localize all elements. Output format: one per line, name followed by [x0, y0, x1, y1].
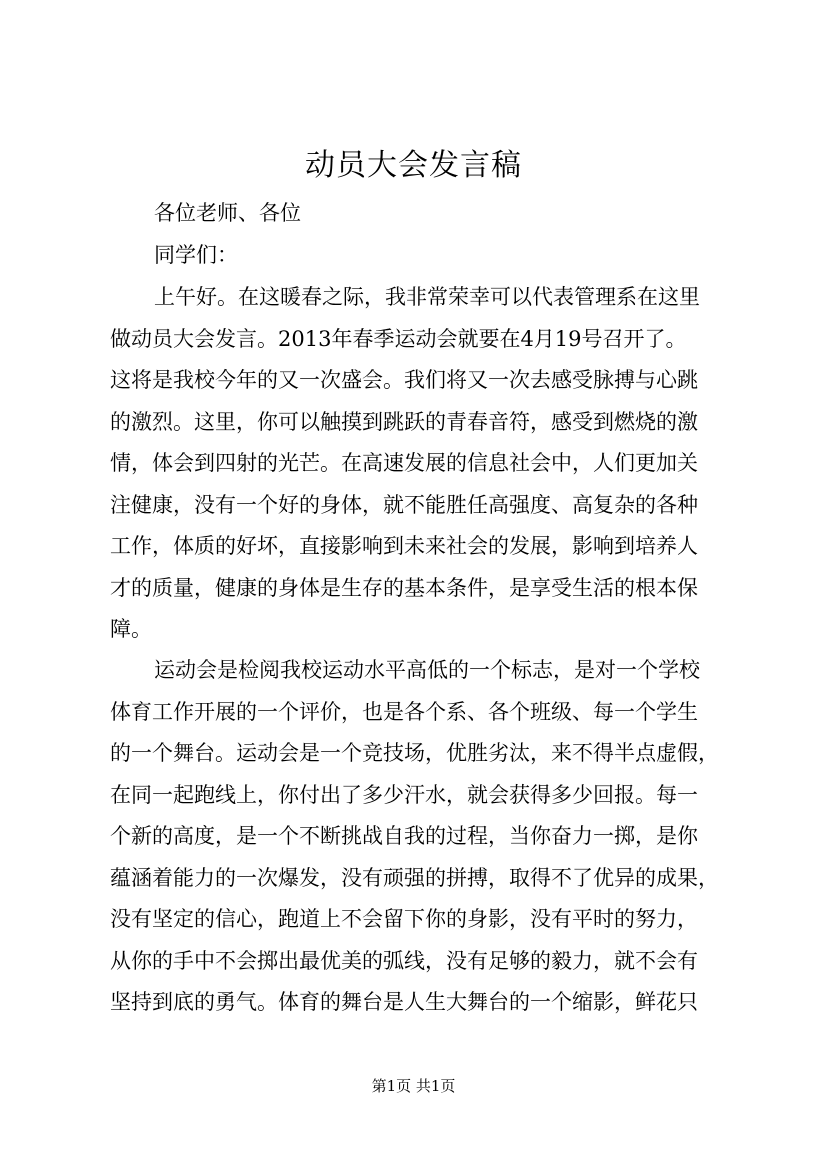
greeting-block: [110, 193, 730, 276]
paragraph-line: 工作，体质的好坏，直接影响到未来社会的发展，影响到培养人: [110, 534, 698, 558]
paragraph-2: [110, 650, 730, 1024]
paragraph-line: 这将是我校今年的又一次盛会。我们将又一次去感受脉搏与心跳: [110, 368, 698, 392]
paragraph-line: 没有坚定的信心，跑道上不会留下你的身影，没有平时的努力，: [110, 907, 698, 931]
paragraph-line: 注健康，没有一个好的身体，就不能胜任高强度、高复杂的各种: [110, 492, 698, 517]
paragraph-1: [110, 277, 730, 651]
paragraph-line: 上午好。在这暖春之际，我非常荣幸可以代表管理系在这里: [154, 285, 700, 309]
paragraph-line: 的激烈。这里，你可以触摸到跳跃的青春音符，感受到燃烧的激: [110, 409, 698, 434]
paragraph-line: 运动会是检阅我校运动水平高低的一个标志，是对一个学校: [154, 658, 700, 682]
paragraph-line: 的一个舞台。运动会是一个竞技场，优胜劣汰，来不得半点虚假，: [110, 741, 719, 765]
paragraph-line: 从你的手中不会掷出最优美的弧线，没有足够的毅力，就不会有: [110, 948, 698, 973]
paragraph-line: 在同一起跑线上，你付出了多少汗水，就会获得多少回报。每一: [110, 782, 698, 807]
greeting-line: 同学们：: [154, 242, 238, 267]
paragraph-line: 情，体会到四射的光芒。在高速发展的信息社会中，人们更加关: [110, 451, 698, 475]
paragraph-line: 才的质量，健康的身体是生存的基本条件，是享受生活的根本保: [110, 575, 698, 600]
document-title: 动员大会发言稿: [305, 148, 522, 183]
paragraph-line: 个新的高度，是一个不断挑战自我的过程，当你奋力一掷，是你: [110, 824, 698, 848]
paragraph-line: 障。: [110, 617, 152, 641]
paragraph-line: 做动员大会发言。2013年春季运动会就要在4月19号召开了。: [110, 326, 687, 351]
page-footer: 第1页 共1页: [371, 1077, 456, 1095]
paragraph-line: 体育工作开展的一个评价，也是各个系、各个班级、每一个学生: [110, 699, 698, 724]
paragraph-line: 蕴涵着能力的一次爆发，没有顽强的拼搏，取得不了优异的成果，: [110, 865, 719, 890]
paragraph-line: 坚持到底的勇气。体育的舞台是人生大舞台的一个缩影，鲜花只: [110, 990, 698, 1014]
greeting-line: 各位老师、各位: [154, 201, 301, 225]
